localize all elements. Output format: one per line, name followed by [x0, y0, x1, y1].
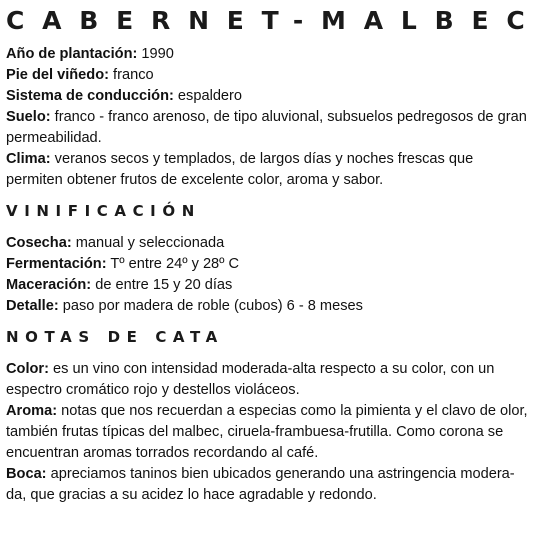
detail-value: notas que nos recuerdan a especias como la pimienta y el clavo de olor, [57, 403, 528, 419]
detail-label: Suelo: [6, 109, 51, 125]
detail-label: Aroma: [6, 403, 58, 419]
detail-label: Año de plantación: [6, 46, 138, 62]
detail-label: Detalle: [6, 298, 59, 314]
detail-value: encuentran aromas torrados recordando al café. [6, 445, 319, 461]
detail-row-continued [6, 485, 554, 506]
detail-value: franco [109, 67, 154, 83]
detail-label: Boca: [6, 466, 47, 482]
section-heading-vinificacion: VINIFICACIÓN [6, 202, 201, 220]
detail-row [6, 65, 554, 86]
detail-value: da, que gracias a su acidez lo hace agradable y redondo. [6, 487, 377, 503]
detail-value: espectro cromático rojo y destellos violáceos. [6, 382, 300, 398]
detail-row [6, 296, 554, 317]
detail-row [6, 233, 554, 254]
vinification-section [6, 233, 554, 317]
detail-row [6, 44, 554, 65]
wine-sheet [6, 0, 554, 506]
detail-value: Tº entre 24º y 28º C [106, 256, 240, 272]
detail-value: también frutas típicas del malbec, ciruela-frambuesa-frutilla. Como corona se [6, 424, 504, 440]
detail-label: Maceración: [6, 277, 92, 293]
detail-label: Cosecha: [6, 235, 72, 251]
detail-label: Sistema de conducción: [6, 88, 174, 104]
detail-value: permiten obtener frutos de excelente color, aroma y sabor. [6, 172, 384, 188]
detail-value: apreciamos taninos bien ubicados generando una astringencia modera- [46, 466, 515, 482]
detail-label: Color: [6, 361, 49, 377]
detail-label: Fermentación: [6, 256, 107, 272]
detail-value: de entre 15 y 20 días [91, 277, 233, 293]
detail-row-continued [6, 443, 554, 464]
vineyard-section [6, 44, 554, 191]
detail-row [6, 464, 554, 485]
section-heading-notas-de-cata: NOTAS DE CATA [6, 328, 224, 346]
detail-row-continued [6, 380, 554, 401]
detail-value: espaldero [173, 88, 243, 104]
detail-row [6, 401, 554, 422]
detail-row [6, 86, 554, 107]
detail-row-continued [6, 422, 554, 443]
wine-title: CABERNET-MALBEC [6, 6, 543, 35]
detail-value: es un vino con intensidad moderada-alta respecto a su color, con un [48, 361, 495, 377]
detail-value: franco - franco arenoso, de tipo aluvional, subsuelos pedregosos de gran [50, 109, 527, 125]
detail-label: Clima: [6, 151, 51, 167]
detail-row [6, 275, 554, 296]
detail-value: manual y seleccionada [71, 235, 225, 251]
detail-row-continued [6, 128, 554, 149]
detail-row [6, 149, 554, 170]
detail-row-continued [6, 170, 554, 191]
detail-value: veranos secos y templados, de largos días y noches frescas que [50, 151, 474, 167]
tasting-notes-section [6, 359, 554, 506]
detail-row [6, 254, 554, 275]
detail-row [6, 359, 554, 380]
detail-value: 1990 [137, 46, 174, 62]
detail-row [6, 107, 554, 128]
detail-label: Pie del viñedo: [6, 67, 109, 83]
detail-value: paso por madera de roble (cubos) 6 - 8 meses [58, 298, 363, 314]
detail-value: permeabilidad. [6, 130, 102, 146]
